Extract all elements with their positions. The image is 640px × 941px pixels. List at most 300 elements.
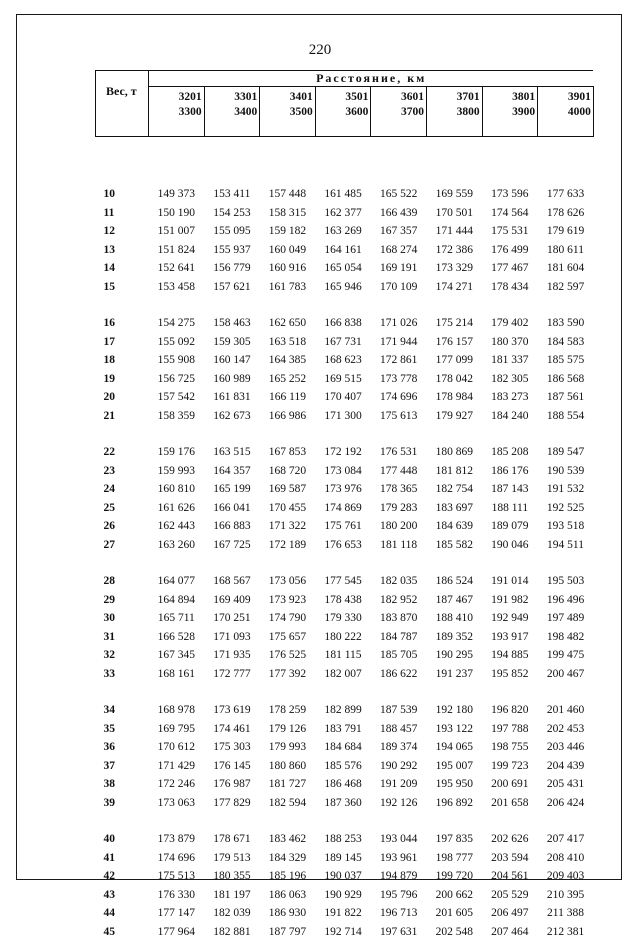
value-cell: 167 853 xyxy=(260,443,316,462)
range-header xyxy=(482,87,538,137)
weight-cell: 13 xyxy=(96,241,149,260)
value-cell: 159 993 xyxy=(149,462,205,481)
weight-cell: 22 xyxy=(96,443,149,462)
value-cell: 164 357 xyxy=(204,462,260,481)
value-cell: 158 315 xyxy=(260,204,316,223)
value-cell: 195 950 xyxy=(426,775,482,794)
value-cell: 188 111 xyxy=(482,499,538,518)
value-cell: 168 274 xyxy=(371,241,427,260)
value-cell: 185 575 xyxy=(538,351,594,370)
value-cell: 205 529 xyxy=(482,886,538,905)
value-cell: 191 532 xyxy=(538,480,594,499)
value-cell: 193 044 xyxy=(371,830,427,849)
range-header xyxy=(315,87,371,137)
table-row xyxy=(96,886,594,905)
value-cell: 178 365 xyxy=(371,480,427,499)
value-cell: 170 109 xyxy=(371,278,427,297)
value-cell: 173 063 xyxy=(149,794,205,813)
value-cell: 196 496 xyxy=(538,591,594,610)
value-cell: 160 147 xyxy=(204,351,260,370)
value-cell: 176 499 xyxy=(482,241,538,260)
value-cell: 178 438 xyxy=(315,591,371,610)
value-cell: 176 531 xyxy=(371,443,427,462)
value-cell: 184 684 xyxy=(315,738,371,757)
value-cell: 177 964 xyxy=(149,923,205,941)
value-cell: 189 374 xyxy=(371,738,427,757)
value-cell: 165 711 xyxy=(149,609,205,628)
value-cell: 156 725 xyxy=(149,370,205,389)
value-cell: 199 475 xyxy=(538,646,594,665)
table-row xyxy=(96,351,594,370)
value-cell: 190 046 xyxy=(482,536,538,555)
value-cell: 197 631 xyxy=(371,923,427,941)
value-cell: 183 462 xyxy=(260,830,316,849)
table-row xyxy=(96,794,594,813)
weight-cell: 20 xyxy=(96,388,149,407)
weight-cell: 12 xyxy=(96,222,149,241)
value-cell: 177 829 xyxy=(204,794,260,813)
value-cell: 174 271 xyxy=(426,278,482,297)
value-cell: 165 054 xyxy=(315,259,371,278)
value-cell: 202 548 xyxy=(426,923,482,941)
range-from: 3401 xyxy=(260,90,313,105)
table-row xyxy=(96,757,594,776)
range-to: 3400 xyxy=(205,105,258,120)
value-cell: 176 987 xyxy=(204,775,260,794)
value-cell: 187 467 xyxy=(426,591,482,610)
group-spacer xyxy=(96,296,594,314)
range-header xyxy=(371,87,427,137)
value-cell: 180 200 xyxy=(371,517,427,536)
value-cell: 166 528 xyxy=(149,628,205,647)
value-cell: 170 251 xyxy=(204,609,260,628)
value-cell: 172 777 xyxy=(204,665,260,684)
value-cell: 168 720 xyxy=(260,462,316,481)
group-spacer xyxy=(96,554,594,572)
value-cell: 182 305 xyxy=(482,370,538,389)
value-cell: 185 576 xyxy=(315,757,371,776)
value-cell: 166 838 xyxy=(315,314,371,333)
value-cell: 178 671 xyxy=(204,830,260,849)
value-cell: 173 879 xyxy=(149,830,205,849)
value-cell: 174 790 xyxy=(260,609,316,628)
value-cell: 198 755 xyxy=(482,738,538,757)
value-cell: 202 626 xyxy=(482,830,538,849)
range-to: 3900 xyxy=(483,105,536,120)
value-cell: 160 810 xyxy=(149,480,205,499)
value-cell: 187 539 xyxy=(371,701,427,720)
value-cell: 188 253 xyxy=(315,830,371,849)
value-cell: 176 525 xyxy=(260,646,316,665)
weight-cell: 43 xyxy=(96,886,149,905)
value-cell: 151 824 xyxy=(149,241,205,260)
value-cell: 182 899 xyxy=(315,701,371,720)
value-cell: 192 180 xyxy=(426,701,482,720)
table-row xyxy=(96,867,594,886)
value-cell: 183 791 xyxy=(315,720,371,739)
table-row xyxy=(96,407,594,426)
value-cell: 180 355 xyxy=(204,867,260,886)
table-row xyxy=(96,720,594,739)
value-cell: 178 434 xyxy=(482,278,538,297)
weight-cell: 28 xyxy=(96,572,149,591)
value-cell: 169 409 xyxy=(204,591,260,610)
value-cell: 182 007 xyxy=(315,665,371,684)
value-cell: 186 568 xyxy=(538,370,594,389)
value-cell: 154 275 xyxy=(149,314,205,333)
value-cell: 176 653 xyxy=(315,536,371,555)
value-cell: 180 222 xyxy=(315,628,371,647)
value-cell: 190 295 xyxy=(426,646,482,665)
value-cell: 184 240 xyxy=(482,407,538,426)
value-cell: 166 883 xyxy=(204,517,260,536)
table-row xyxy=(96,830,594,849)
table-row xyxy=(96,259,594,278)
value-cell: 195 007 xyxy=(426,757,482,776)
value-cell: 189 352 xyxy=(426,628,482,647)
weight-cell: 40 xyxy=(96,830,149,849)
value-cell: 182 594 xyxy=(260,794,316,813)
value-cell: 186 063 xyxy=(260,886,316,905)
table-row xyxy=(96,517,594,536)
value-cell: 188 457 xyxy=(371,720,427,739)
value-cell: 191 209 xyxy=(371,775,427,794)
weight-cell: 23 xyxy=(96,462,149,481)
value-cell: 201 460 xyxy=(538,701,594,720)
table-row xyxy=(96,646,594,665)
weight-cell: 24 xyxy=(96,480,149,499)
value-cell: 173 778 xyxy=(371,370,427,389)
value-cell: 195 796 xyxy=(371,886,427,905)
value-cell: 175 657 xyxy=(260,628,316,647)
group-spacer xyxy=(96,137,594,186)
value-cell: 190 292 xyxy=(371,757,427,776)
value-cell: 173 976 xyxy=(315,480,371,499)
value-cell: 169 191 xyxy=(371,259,427,278)
value-cell: 162 443 xyxy=(149,517,205,536)
value-cell: 176 330 xyxy=(149,886,205,905)
group-spacer xyxy=(96,812,594,830)
value-cell: 183 697 xyxy=(426,499,482,518)
value-cell: 171 026 xyxy=(371,314,427,333)
table-row xyxy=(96,462,594,481)
value-cell: 153 411 xyxy=(204,185,260,204)
value-cell: 155 937 xyxy=(204,241,260,260)
value-cell: 188 554 xyxy=(538,407,594,426)
group-spacer xyxy=(96,425,594,443)
value-cell: 197 489 xyxy=(538,609,594,628)
table-row xyxy=(96,628,594,647)
value-cell: 169 515 xyxy=(315,370,371,389)
range-from: 3301 xyxy=(205,90,258,105)
range-header xyxy=(538,87,594,137)
value-cell: 179 126 xyxy=(260,720,316,739)
weight-cell: 19 xyxy=(96,370,149,389)
value-cell: 179 330 xyxy=(315,609,371,628)
value-cell: 180 370 xyxy=(482,333,538,352)
value-cell: 209 403 xyxy=(538,867,594,886)
table-row xyxy=(96,443,594,462)
weight-header: Вес, т xyxy=(96,71,149,137)
value-cell: 205 431 xyxy=(538,775,594,794)
value-cell: 167 725 xyxy=(204,536,260,555)
value-cell: 181 197 xyxy=(204,886,260,905)
value-cell: 182 754 xyxy=(426,480,482,499)
value-cell: 161 783 xyxy=(260,278,316,297)
value-cell: 200 467 xyxy=(538,665,594,684)
value-cell: 181 812 xyxy=(426,462,482,481)
value-cell: 170 407 xyxy=(315,388,371,407)
value-cell: 151 007 xyxy=(149,222,205,241)
range-from: 3501 xyxy=(316,90,369,105)
value-cell: 180 860 xyxy=(260,757,316,776)
value-cell: 170 455 xyxy=(260,499,316,518)
range-to: 3600 xyxy=(316,105,369,120)
value-cell: 186 524 xyxy=(426,572,482,591)
value-cell: 200 691 xyxy=(482,775,538,794)
weight-cell: 37 xyxy=(96,757,149,776)
value-cell: 193 122 xyxy=(426,720,482,739)
weight-cell: 38 xyxy=(96,775,149,794)
value-cell: 177 392 xyxy=(260,665,316,684)
value-cell: 210 395 xyxy=(538,886,594,905)
value-cell: 171 944 xyxy=(371,333,427,352)
weight-cell: 31 xyxy=(96,628,149,647)
value-cell: 175 613 xyxy=(371,407,427,426)
value-cell: 200 662 xyxy=(426,886,482,905)
value-cell: 166 439 xyxy=(371,204,427,223)
table-row xyxy=(96,388,594,407)
value-cell: 178 984 xyxy=(426,388,482,407)
value-cell: 191 822 xyxy=(315,904,371,923)
value-cell: 202 453 xyxy=(538,720,594,739)
range-to: 3500 xyxy=(260,105,313,120)
value-cell: 194 065 xyxy=(426,738,482,757)
range-from: 3601 xyxy=(371,90,424,105)
value-cell: 175 761 xyxy=(315,517,371,536)
weight-cell: 45 xyxy=(96,923,149,941)
value-cell: 157 621 xyxy=(204,278,260,297)
table-row xyxy=(96,923,594,941)
value-cell: 164 077 xyxy=(149,572,205,591)
value-cell: 187 797 xyxy=(260,923,316,941)
value-cell: 175 303 xyxy=(204,738,260,757)
value-cell: 184 583 xyxy=(538,333,594,352)
value-cell: 173 619 xyxy=(204,701,260,720)
value-cell: 185 705 xyxy=(371,646,427,665)
value-cell: 186 176 xyxy=(482,462,538,481)
value-cell: 167 357 xyxy=(371,222,427,241)
value-cell: 171 429 xyxy=(149,757,205,776)
value-cell: 197 788 xyxy=(482,720,538,739)
value-cell: 177 633 xyxy=(538,185,594,204)
weight-cell: 26 xyxy=(96,517,149,536)
value-cell: 155 095 xyxy=(204,222,260,241)
value-cell: 179 993 xyxy=(260,738,316,757)
value-cell: 179 283 xyxy=(371,499,427,518)
weight-cell: 35 xyxy=(96,720,149,739)
value-cell: 196 820 xyxy=(482,701,538,720)
tariff-table xyxy=(95,70,594,941)
value-cell: 183 273 xyxy=(482,388,538,407)
value-cell: 161 626 xyxy=(149,499,205,518)
value-cell: 182 597 xyxy=(538,278,594,297)
value-cell: 195 852 xyxy=(482,665,538,684)
value-cell: 189 079 xyxy=(482,517,538,536)
value-cell: 172 192 xyxy=(315,443,371,462)
value-cell: 181 337 xyxy=(482,351,538,370)
value-cell: 170 501 xyxy=(426,204,482,223)
table-row xyxy=(96,499,594,518)
weight-cell: 29 xyxy=(96,591,149,610)
value-cell: 156 779 xyxy=(204,259,260,278)
weight-cell: 11 xyxy=(96,204,149,223)
value-cell: 192 949 xyxy=(482,609,538,628)
value-cell: 171 300 xyxy=(315,407,371,426)
value-cell: 207 417 xyxy=(538,830,594,849)
value-cell: 160 916 xyxy=(260,259,316,278)
range-to: 3700 xyxy=(371,105,424,120)
group-spacer xyxy=(96,683,594,701)
range-to: 3300 xyxy=(149,105,202,120)
value-cell: 163 260 xyxy=(149,536,205,555)
value-cell: 184 329 xyxy=(260,849,316,868)
value-cell: 150 190 xyxy=(149,204,205,223)
value-cell: 181 727 xyxy=(260,775,316,794)
value-cell: 160 989 xyxy=(204,370,260,389)
weight-cell: 27 xyxy=(96,536,149,555)
value-cell: 172 246 xyxy=(149,775,205,794)
value-cell: 185 582 xyxy=(426,536,482,555)
weight-cell: 42 xyxy=(96,867,149,886)
value-cell: 192 126 xyxy=(371,794,427,813)
weight-cell: 44 xyxy=(96,904,149,923)
value-cell: 165 252 xyxy=(260,370,316,389)
value-cell: 189 145 xyxy=(315,849,371,868)
value-cell: 181 118 xyxy=(371,536,427,555)
value-cell: 188 410 xyxy=(426,609,482,628)
value-cell: 204 439 xyxy=(538,757,594,776)
value-cell: 175 513 xyxy=(149,867,205,886)
value-cell: 173 084 xyxy=(315,462,371,481)
range-from: 3701 xyxy=(427,90,480,105)
value-cell: 193 917 xyxy=(482,628,538,647)
weight-cell: 10 xyxy=(96,185,149,204)
value-cell: 189 547 xyxy=(538,443,594,462)
value-cell: 191 237 xyxy=(426,665,482,684)
value-cell: 170 612 xyxy=(149,738,205,757)
weight-cell: 25 xyxy=(96,499,149,518)
value-cell: 161 831 xyxy=(204,388,260,407)
table-row xyxy=(96,480,594,499)
weight-cell: 21 xyxy=(96,407,149,426)
value-cell: 187 360 xyxy=(315,794,371,813)
weight-cell: 36 xyxy=(96,738,149,757)
value-cell: 174 564 xyxy=(482,204,538,223)
value-cell: 191 982 xyxy=(482,591,538,610)
value-cell: 197 835 xyxy=(426,830,482,849)
value-cell: 157 542 xyxy=(149,388,205,407)
value-cell: 174 696 xyxy=(149,849,205,868)
value-cell: 158 463 xyxy=(204,314,260,333)
value-cell: 178 042 xyxy=(426,370,482,389)
value-cell: 174 869 xyxy=(315,499,371,518)
value-cell: 166 041 xyxy=(204,499,260,518)
value-cell: 162 377 xyxy=(315,204,371,223)
table-row xyxy=(96,222,594,241)
value-cell: 165 522 xyxy=(371,185,427,204)
weight-cell: 30 xyxy=(96,609,149,628)
page-number: 220 xyxy=(0,42,640,59)
range-to: 3800 xyxy=(427,105,480,120)
weight-cell: 32 xyxy=(96,646,149,665)
table-row xyxy=(96,185,594,204)
value-cell: 190 929 xyxy=(315,886,371,905)
value-cell: 185 208 xyxy=(482,443,538,462)
value-cell: 211 388 xyxy=(538,904,594,923)
table-row xyxy=(96,241,594,260)
value-cell: 164 161 xyxy=(315,241,371,260)
value-cell: 199 723 xyxy=(482,757,538,776)
value-cell: 176 157 xyxy=(426,333,482,352)
value-cell: 180 869 xyxy=(426,443,482,462)
value-cell: 206 424 xyxy=(538,794,594,813)
value-cell: 178 259 xyxy=(260,701,316,720)
weight-cell: 34 xyxy=(96,701,149,720)
value-cell: 179 927 xyxy=(426,407,482,426)
range-from: 3801 xyxy=(483,90,536,105)
weight-cell: 15 xyxy=(96,278,149,297)
value-cell: 149 373 xyxy=(149,185,205,204)
value-cell: 159 182 xyxy=(260,222,316,241)
weight-cell: 18 xyxy=(96,351,149,370)
value-cell: 177 099 xyxy=(426,351,482,370)
value-cell: 194 511 xyxy=(538,536,594,555)
value-cell: 177 448 xyxy=(371,462,427,481)
value-cell: 174 461 xyxy=(204,720,260,739)
table-row xyxy=(96,572,594,591)
table-row xyxy=(96,314,594,333)
value-cell: 173 056 xyxy=(260,572,316,591)
value-cell: 162 673 xyxy=(204,407,260,426)
range-header-row xyxy=(96,87,594,137)
range-from: 3201 xyxy=(149,90,202,105)
value-cell: 181 604 xyxy=(538,259,594,278)
value-cell: 184 639 xyxy=(426,517,482,536)
value-cell: 159 305 xyxy=(204,333,260,352)
value-cell: 182 881 xyxy=(204,923,260,941)
table-body xyxy=(96,137,594,941)
value-cell: 169 587 xyxy=(260,480,316,499)
value-cell: 193 961 xyxy=(371,849,427,868)
value-cell: 206 497 xyxy=(482,904,538,923)
value-cell: 163 518 xyxy=(260,333,316,352)
value-cell: 177 147 xyxy=(149,904,205,923)
value-cell: 182 035 xyxy=(371,572,427,591)
table-row xyxy=(96,665,594,684)
value-cell: 154 253 xyxy=(204,204,260,223)
value-cell: 163 515 xyxy=(204,443,260,462)
value-cell: 192 525 xyxy=(538,499,594,518)
weight-cell: 14 xyxy=(96,259,149,278)
value-cell: 190 539 xyxy=(538,462,594,481)
value-cell: 155 908 xyxy=(149,351,205,370)
weight-cell: 41 xyxy=(96,849,149,868)
value-cell: 153 458 xyxy=(149,278,205,297)
value-cell: 161 485 xyxy=(315,185,371,204)
value-cell: 172 189 xyxy=(260,536,316,555)
value-cell: 183 590 xyxy=(538,314,594,333)
